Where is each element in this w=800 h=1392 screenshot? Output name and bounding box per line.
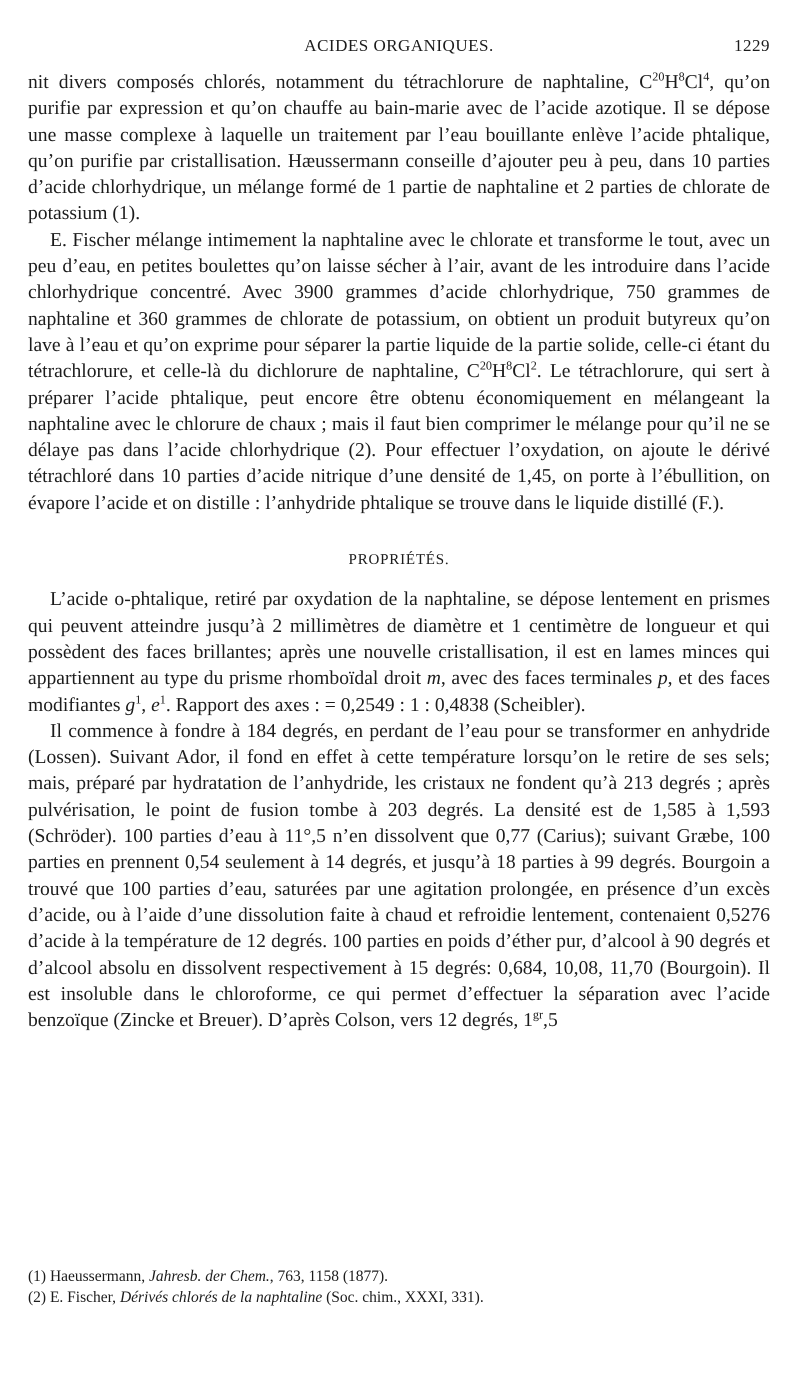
paragraph: [28, 587, 770, 718]
paragraph: [28, 70, 770, 228]
text-run: . Rapport des axes : = 0,2549 : 1 : 0,4838 (Scheibler).: [165, 694, 586, 716]
superscript: 8: [678, 69, 685, 84]
text-run: PROPRIÉTÉS.: [348, 552, 450, 569]
text-run: E. Fischer mélange intimement la naphtaline avec le chlorate et transforme le tout, avec un peu d’eau, en petites boulettes qu’on laisse sécher à l’air, avant de les introduire dans l’acide chlorhydrique concentré. Avec 3900 grammes d’acide chlorhydrique, 750 grammes de naphtaline et 360 grammes de chlorate de potassium, on obtient un produit butyreux qu’on lave à l’eau et qu’on exprime pour séparer la partie liquide de la partie solide, celle-ci étant du tétrachlorure, et celle-là du dichlorure de naphtaline, C: [28, 229, 770, 383]
text-run: , et des faces modifiantes: [28, 668, 771, 716]
text-run: , qu’on purifie par expression et qu’on chauffe au bain-marie avec de l’acide azotique. Il se dépose une masse complexe à laquelle un traitement par l’eau bouillante enlève l’acide phtalique, qu’on purifie par cristallisation. Hæussermann conseille d’ajouter peu à peu, dans 10 parties d’acide chlorhydrique, un mélange formé de 1 partie de naphtaline et 2 parties de chlorate de potassium (1).: [28, 72, 770, 225]
italic-text: Jahresb. der Chem.: [148, 1268, 270, 1285]
text-run: Il commence à fondre à 184 degrés, en perdant de l’eau pour se transformer en anhydride (Lossen). Suivant Ador, il fond en effet à cette température lorsqu’on le retire de ses sels; mais, préparé par hydratation de l’anhydride, les cristaux ne fondent qu’à 213 degrés ; après pulvérisation, le point de fusion tombe à 203 degrés. La densité est de 1,585 à 1,593 (Schröder). 100 parties d’eau à 11°,5 n’en dissolvent que 0,77 (Carius); suivant Græbe, 100 parties en prennent 0,54 seulement à 14 degrés, et jusqu’à 18 parties à 99 degrés. Bourgoin a trouvé que 100 parties d’eau, saturées par une agitation prolongée, en présence d’un excès d’acide, ou à l’aide d’une dissolution faite à chaud et refroidie lentement, contenaient 0,5276 d’acide à la température de 12 degrés. 100 parties en poids d’éther pur, d’alcool à 90 degrés et d’alcool absolu en dissolvent respectivement à 15 degrés: 0,684, 10,08, 11,70 (Bourgoin). Il est insoluble dans le chloroforme, ce qui permet d’effectuer la séparation avec l’acide benzoïque (Zincke et Breuer). D’après Colson, vers 12 degrés, 1: [28, 720, 770, 1032]
italic-text: g: [125, 694, 136, 716]
text-run: Cl: [512, 361, 531, 383]
paragraph: [28, 719, 770, 1035]
italic-text: p: [657, 668, 668, 690]
text-run: (1) Haeussermann,: [28, 1268, 149, 1285]
italic-text: m: [426, 668, 441, 690]
page-number: 1229: [734, 36, 770, 55]
text-run: (2) E. Fischer,: [28, 1289, 120, 1306]
main-text: [28, 70, 770, 1034]
footnote: [28, 1266, 770, 1287]
superscript: 20: [479, 358, 492, 373]
paragraph: [28, 228, 770, 517]
text-run: H: [491, 361, 507, 383]
text-run: ,: [141, 694, 152, 716]
text-run: ,5: [543, 1010, 558, 1032]
italic-text: e: [151, 694, 160, 716]
text-run: L’acide o-phtalique, retiré par oxydation de la naphtaline, se dépose lentement en prismes qui peuvent atteindre jusqu’à 2 millimètres de diamètre et 1 centimètre de longueur et qui possèdent des faces brillantes; après une nouvelle cristallisation, il est en lames minces qui appartiennent au type du prisme rhomboïdal droit: [28, 589, 770, 690]
running-header: [28, 36, 770, 60]
superscript: 1: [135, 692, 142, 706]
text-run: , 763, 1158 (1877).: [269, 1268, 389, 1285]
footnotes: [28, 1266, 770, 1308]
superscript: 2: [530, 358, 537, 373]
superscript: 1: [159, 692, 166, 706]
footnote: [28, 1287, 770, 1308]
superscript: gr: [532, 1007, 544, 1022]
superscript: 20: [652, 69, 665, 84]
italic-text: Dérivés chlorés de la naphtaline: [119, 1289, 323, 1306]
text-run: , avec des faces terminales: [440, 668, 658, 690]
section-heading: [28, 547, 770, 573]
superscript: 4: [703, 69, 710, 84]
book-page: [28, 0, 770, 1392]
text-run: (Soc. chim., XXXI, 331).: [322, 1289, 484, 1306]
superscript: 8: [506, 358, 513, 373]
running-title: ACIDES ORGANIQUES.: [304, 36, 494, 55]
text-run: Cl: [684, 72, 704, 93]
text-run: nit divers composés chlorés, notamment du tétrachlorure de naphtaline, C: [28, 72, 653, 93]
text-run: H: [664, 72, 679, 93]
text-run: . Le tétrachlorure, qui sert à préparer l’acide phtalique, peut encore être obtenu économiquement en mélangeant la naphtaline avec le chlorure de chaux ; mais il faut bien comprimer le mélange pour qu’il ne se délaye pas dans l’acide chlorhydrique (2). Pour effectuer l’oxydation, on ajoute le dérivé tétrachloré dans 10 parties d’acide nitrique d’une densité de 1,45, on porte à l’ébullition, on évapore l’acide et on distille : l’anhydride phtalique se trouve dans le liquide distillé (F.).: [28, 361, 770, 514]
